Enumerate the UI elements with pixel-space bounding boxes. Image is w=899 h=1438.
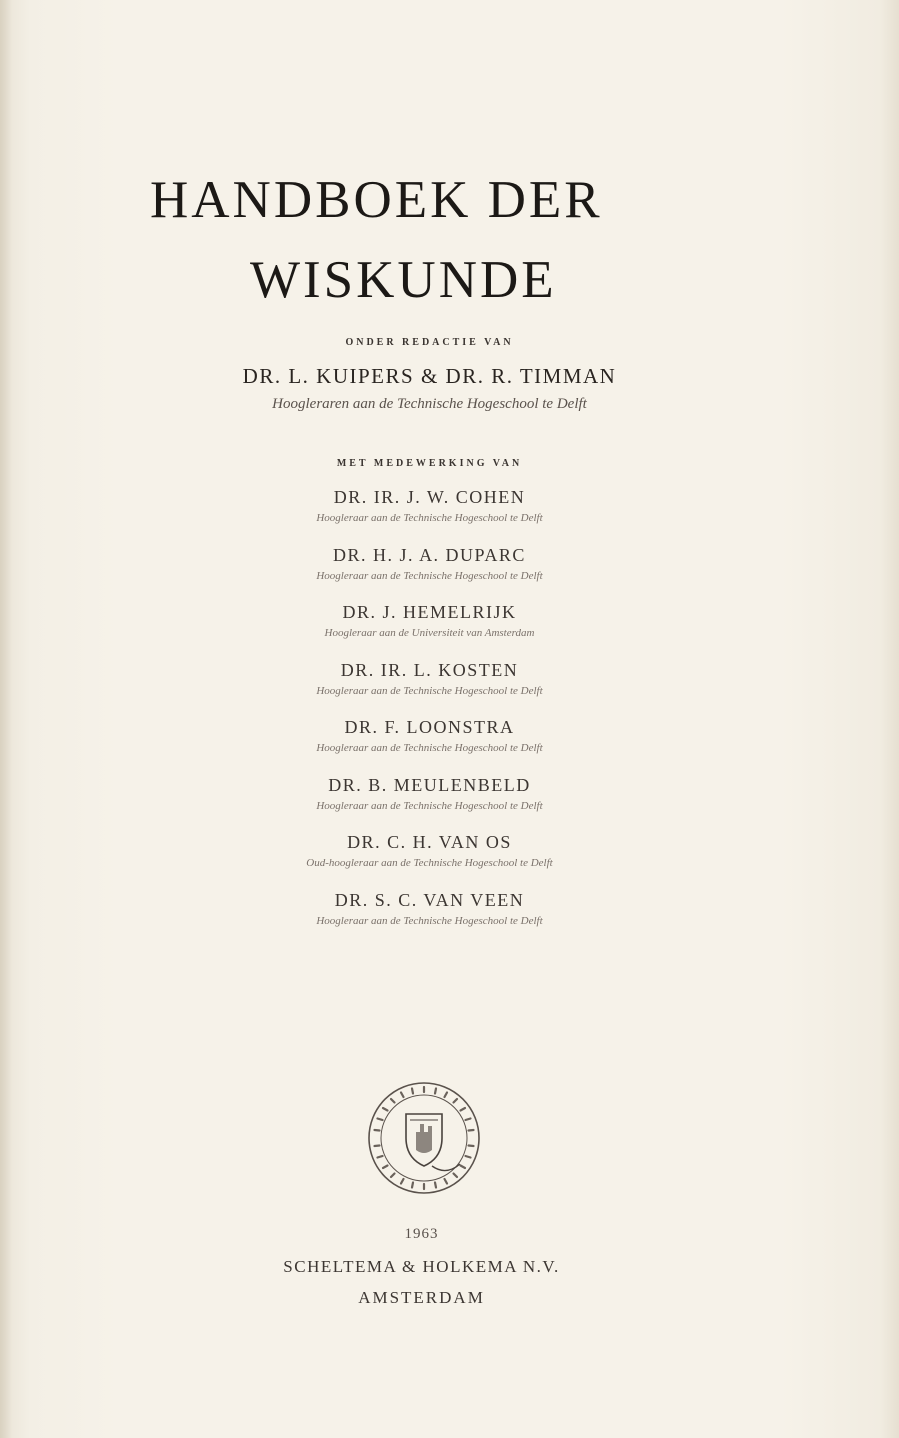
contributors-list	[0, 484, 859, 944]
collaboration-label: MET MEDEWERKING VAN	[336, 458, 523, 469]
contributor-entry	[0, 542, 859, 600]
editorial-label: ONDER REDACTIE VAN	[345, 337, 514, 348]
contributor-name: DR. C. H. VAN OS	[347, 832, 512, 852]
contributor-entry	[0, 599, 859, 657]
contributor-name: DR. IR. L. KOSTEN	[340, 659, 519, 680]
contributor-entry	[0, 657, 859, 715]
contributor-institution: Hoogleraar aan de Technische Hogeschool te Delft	[316, 684, 543, 697]
book-title	[150, 160, 710, 320]
contributor-entry	[0, 484, 859, 542]
publisher-seal-icon	[366, 1080, 482, 1196]
book-title-line-1: HANDBOEK DER	[150, 171, 603, 229]
contributor-name: DR. H. J. A. DUPARC	[333, 544, 526, 565]
contributor-entry	[0, 887, 859, 945]
contributor-institution: Hoogleraar aan de Technische Hogeschool te Delft	[316, 569, 543, 582]
publisher-name: SCHELTEMA & HOLKEMA N.V.	[283, 1257, 560, 1276]
publication-year: 1963	[404, 1226, 439, 1242]
editors-names: DR. L. KUIPERS & DR. R. TIMMAN	[242, 364, 617, 388]
publisher-city: AMSTERDAM	[358, 1288, 485, 1307]
contributor-entry	[0, 714, 859, 772]
contributor-institution: Hoogleraar aan de Technische Hogeschool te Delft	[316, 512, 543, 524]
contributor-name: DR. F. LOONSTRA	[344, 717, 515, 737]
contributor-institution: Hoogleraar aan de Technische Hogeschool te Delft	[316, 799, 543, 812]
contributor-name: DR. J. HEMELRIJK	[342, 602, 517, 622]
contributor-name: DR. IR. J. W. COHEN	[333, 487, 526, 507]
contributor-institution: Hoogleraar aan de Technische Hogeschool te Delft	[316, 742, 543, 754]
contributor-name: DR. B. MEULENBELD	[328, 774, 531, 795]
contributor-entry	[0, 829, 859, 887]
contributor-institution: Oud-hoogleraar aan de Technische Hogeschool te Delft	[306, 857, 553, 869]
contributor-institution: Hoogleraar aan de Technische Hogeschool te Delft	[316, 914, 543, 927]
editors-affiliation: Hoogleraren aan de Technische Hogeschool te Delft	[272, 396, 587, 412]
contributor-name: DR. S. C. VAN VEEN	[334, 889, 525, 910]
contributor-entry	[0, 772, 859, 830]
book-title-line-2: WISKUNDE	[250, 251, 557, 309]
contributor-institution: Hoogleraar aan de Universiteit van Amsterdam	[324, 627, 535, 639]
